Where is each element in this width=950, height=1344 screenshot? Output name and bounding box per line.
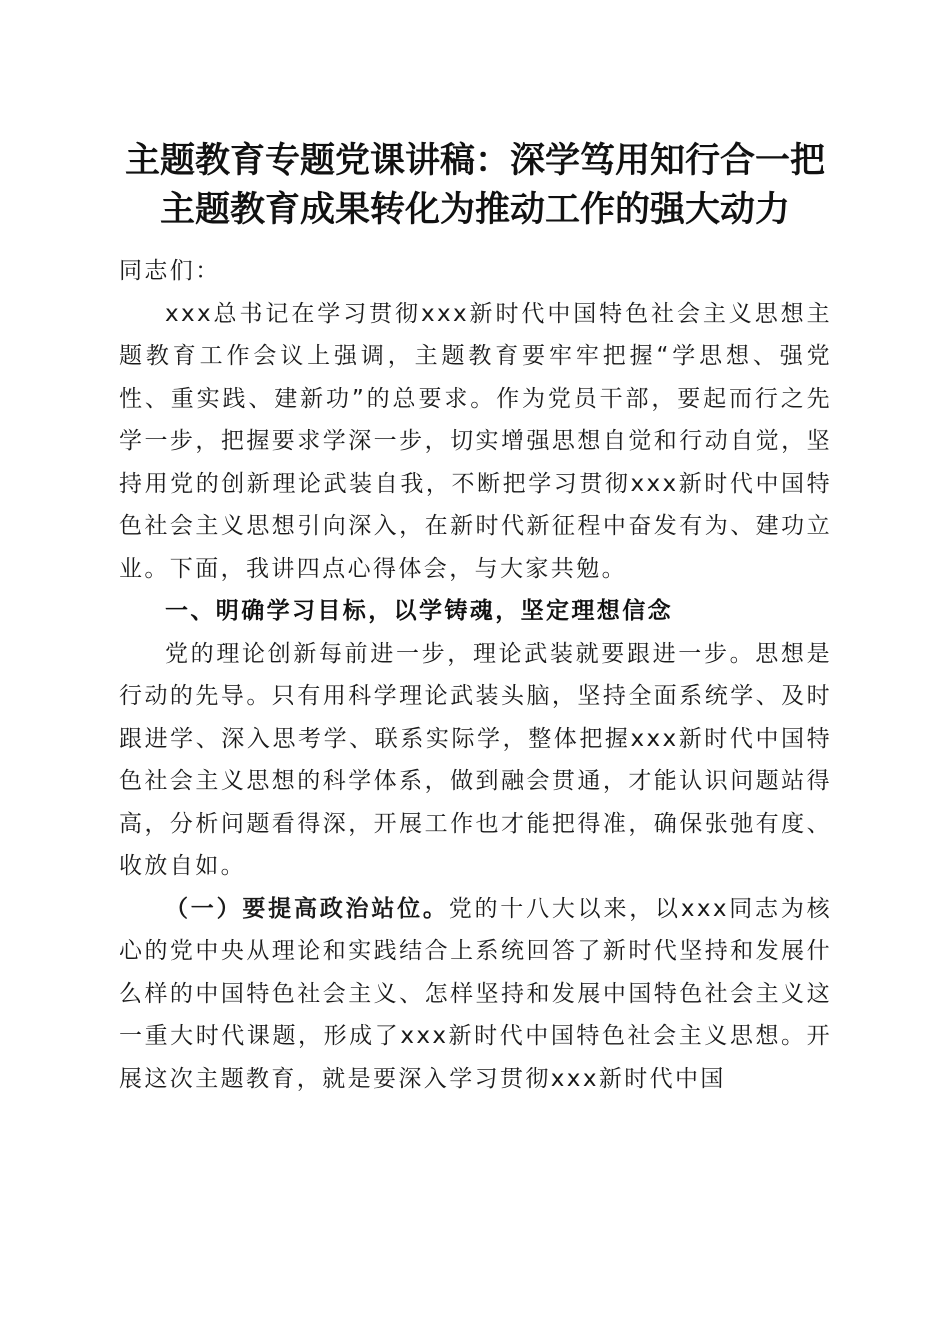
paragraph-intro: xxx总书记在学习贯彻xxx新时代中国特色社会主义思想主题教育工作会议上强调，主题教育要牢牢把握“学思想、强党性、重实践、建新功”的总要求。作为党员干部，要起而行之先学一步，把握要求学深一步，切实增强思想自觉和行动自觉，坚持用党的创新理论武装自我，不断把学习贯彻xxx新时代中国特色社会主义思想引向深入，在新时代新征程中奋发有为、建功立业。下面，我讲四点心得体会，与大家共勉。 [119,300,832,582]
section-heading-1: 一、明确学习目标，以学铸魂，坚定理想信念 [165,598,673,624]
paragraph-section-1: 党的理论创新每前进一步，理论武装就要跟进一步。思想是行动的先导。只有用科学理论武装头脑，坚持全面系统学、及时跟进学、深入思考学、联系实际学，整体把握xxx新时代中国特色社会主义思想的科学体系，做到融会贯通，才能认识问题站得高，分析问题看得深，开展工作也才能把得准，确保张弛有度、收放自如。 [119,640,832,879]
title-line-1: 主题教育专题党课讲稿：深学笃用知行合一把 [124,140,825,181]
paragraph-subsection-1 [119,888,832,1101]
document-title [100,136,850,234]
document-body [119,250,832,1100]
subsection-1-text: 党的十八大以来，以xxx同志为核心的党中央从理论和实践结合上系统回答了新时代坚持和发展什么样的中国特色社会主义、怎样坚持和发展中国特色社会主义这一重大时代课题，形成了xxx新时代中国特色社会主义思想。开展这次主题教育，就是要深入学习贯彻xxx新时代中国 [119,895,833,1092]
title-line-2: 主题教育成果转化为推动工作的强大动力 [159,189,790,230]
salutation: 同志们： [119,258,221,284]
subsection-heading-1: （一）要提高政治站位。 [165,895,449,922]
